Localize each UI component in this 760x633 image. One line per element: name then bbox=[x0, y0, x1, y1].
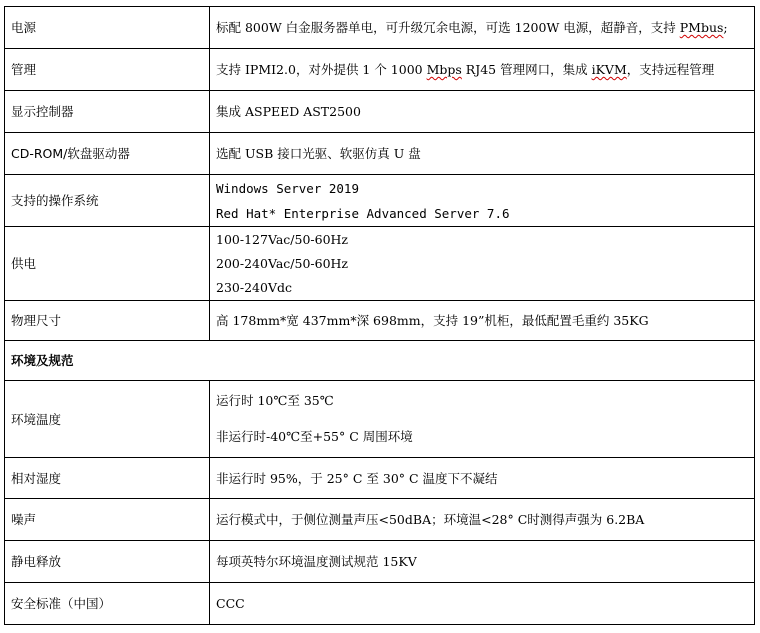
row-value-dimensions: 高 178mm*宽 437mm*深 698mm，支持 19”机柜，最低配置毛重约 35KG bbox=[210, 301, 755, 341]
row-value-safety: CCC bbox=[210, 583, 755, 625]
supply-line: 200-240Vac/50-60Hz bbox=[216, 255, 349, 271]
row-value-display: 集成 ASPEED AST2500 bbox=[210, 91, 755, 133]
table-row bbox=[5, 541, 755, 583]
table-row bbox=[5, 49, 755, 91]
row-label-os: 支持的操作系统 bbox=[5, 175, 210, 227]
table-row bbox=[5, 381, 755, 458]
table-row bbox=[5, 133, 755, 175]
table-row bbox=[5, 499, 755, 541]
row-label-dimensions: 物理尺寸 bbox=[5, 301, 210, 341]
table-row bbox=[5, 7, 755, 49]
row-label-management: 管理 bbox=[5, 49, 210, 91]
row-label-display: 显示控制器 bbox=[5, 91, 210, 133]
supply-line: 230-240Vdc bbox=[216, 279, 292, 295]
row-value-cdrom: 选配 USB 接口光驱、软驱仿真 U 盘 bbox=[210, 133, 755, 175]
row-label-humidity: 相对湿度 bbox=[5, 458, 210, 499]
table-row bbox=[5, 175, 755, 227]
spec-table bbox=[4, 6, 755, 625]
env-temp-line: 非运行时-40℃至+55° C 周围环境 bbox=[216, 429, 413, 444]
spellcheck-word: PMbus bbox=[679, 20, 724, 35]
supply-line: 100-127Vac/50-60Hz bbox=[216, 231, 349, 247]
row-value-humidity: 非运行时 95%，于 25° C 至 30° C 温度下不凝结 bbox=[210, 458, 755, 499]
table-row bbox=[5, 227, 755, 301]
row-value-power: 标配 800W 白金服务器单电，可升级冗余电源，可选 1200W 电源，超静音，支持 PMbus; bbox=[210, 7, 755, 49]
row-value-os bbox=[210, 175, 755, 227]
os-line: Windows Server 2019 bbox=[216, 180, 359, 196]
spellcheck-word: Mbps bbox=[426, 62, 462, 77]
table-row bbox=[5, 583, 755, 625]
table-row bbox=[5, 91, 755, 133]
row-value-esd: 每项英特尔环境温度测试规范 15KV bbox=[210, 541, 755, 583]
table-row bbox=[5, 301, 755, 341]
env-temp-line: 运行时 10℃至 35℃ bbox=[216, 393, 334, 408]
row-label-power: 电源 bbox=[5, 7, 210, 49]
spellcheck-word: iKVM bbox=[591, 62, 627, 77]
os-line: Red Hat* Enterprise Advanced Server 7.6 bbox=[216, 205, 510, 221]
row-value-supply bbox=[210, 227, 755, 301]
row-value-env-temp bbox=[210, 381, 755, 458]
row-value-management: 支持 IPMI2.0，对外提供 1 个 1000 Mbps RJ45 管理网口，集成 iKVM，支持远程管理 bbox=[210, 49, 755, 91]
row-label-env-temp: 环境温度 bbox=[5, 381, 210, 458]
row-label-cdrom: CD-ROM/软盘驱动器 bbox=[5, 133, 210, 175]
row-value-noise: 运行模式中，于侧位测量声压<50dBA；环境温<28° C时测得声强为 6.2BA bbox=[210, 499, 755, 541]
row-label-esd: 静电释放 bbox=[5, 541, 210, 583]
row-label-safety: 安全标准（中国） bbox=[5, 583, 210, 625]
section-title: 环境及规范 bbox=[5, 341, 755, 381]
row-label-supply: 供电 bbox=[5, 227, 210, 301]
table-row bbox=[5, 341, 755, 381]
table-row bbox=[5, 458, 755, 499]
row-label-noise: 噪声 bbox=[5, 499, 210, 541]
